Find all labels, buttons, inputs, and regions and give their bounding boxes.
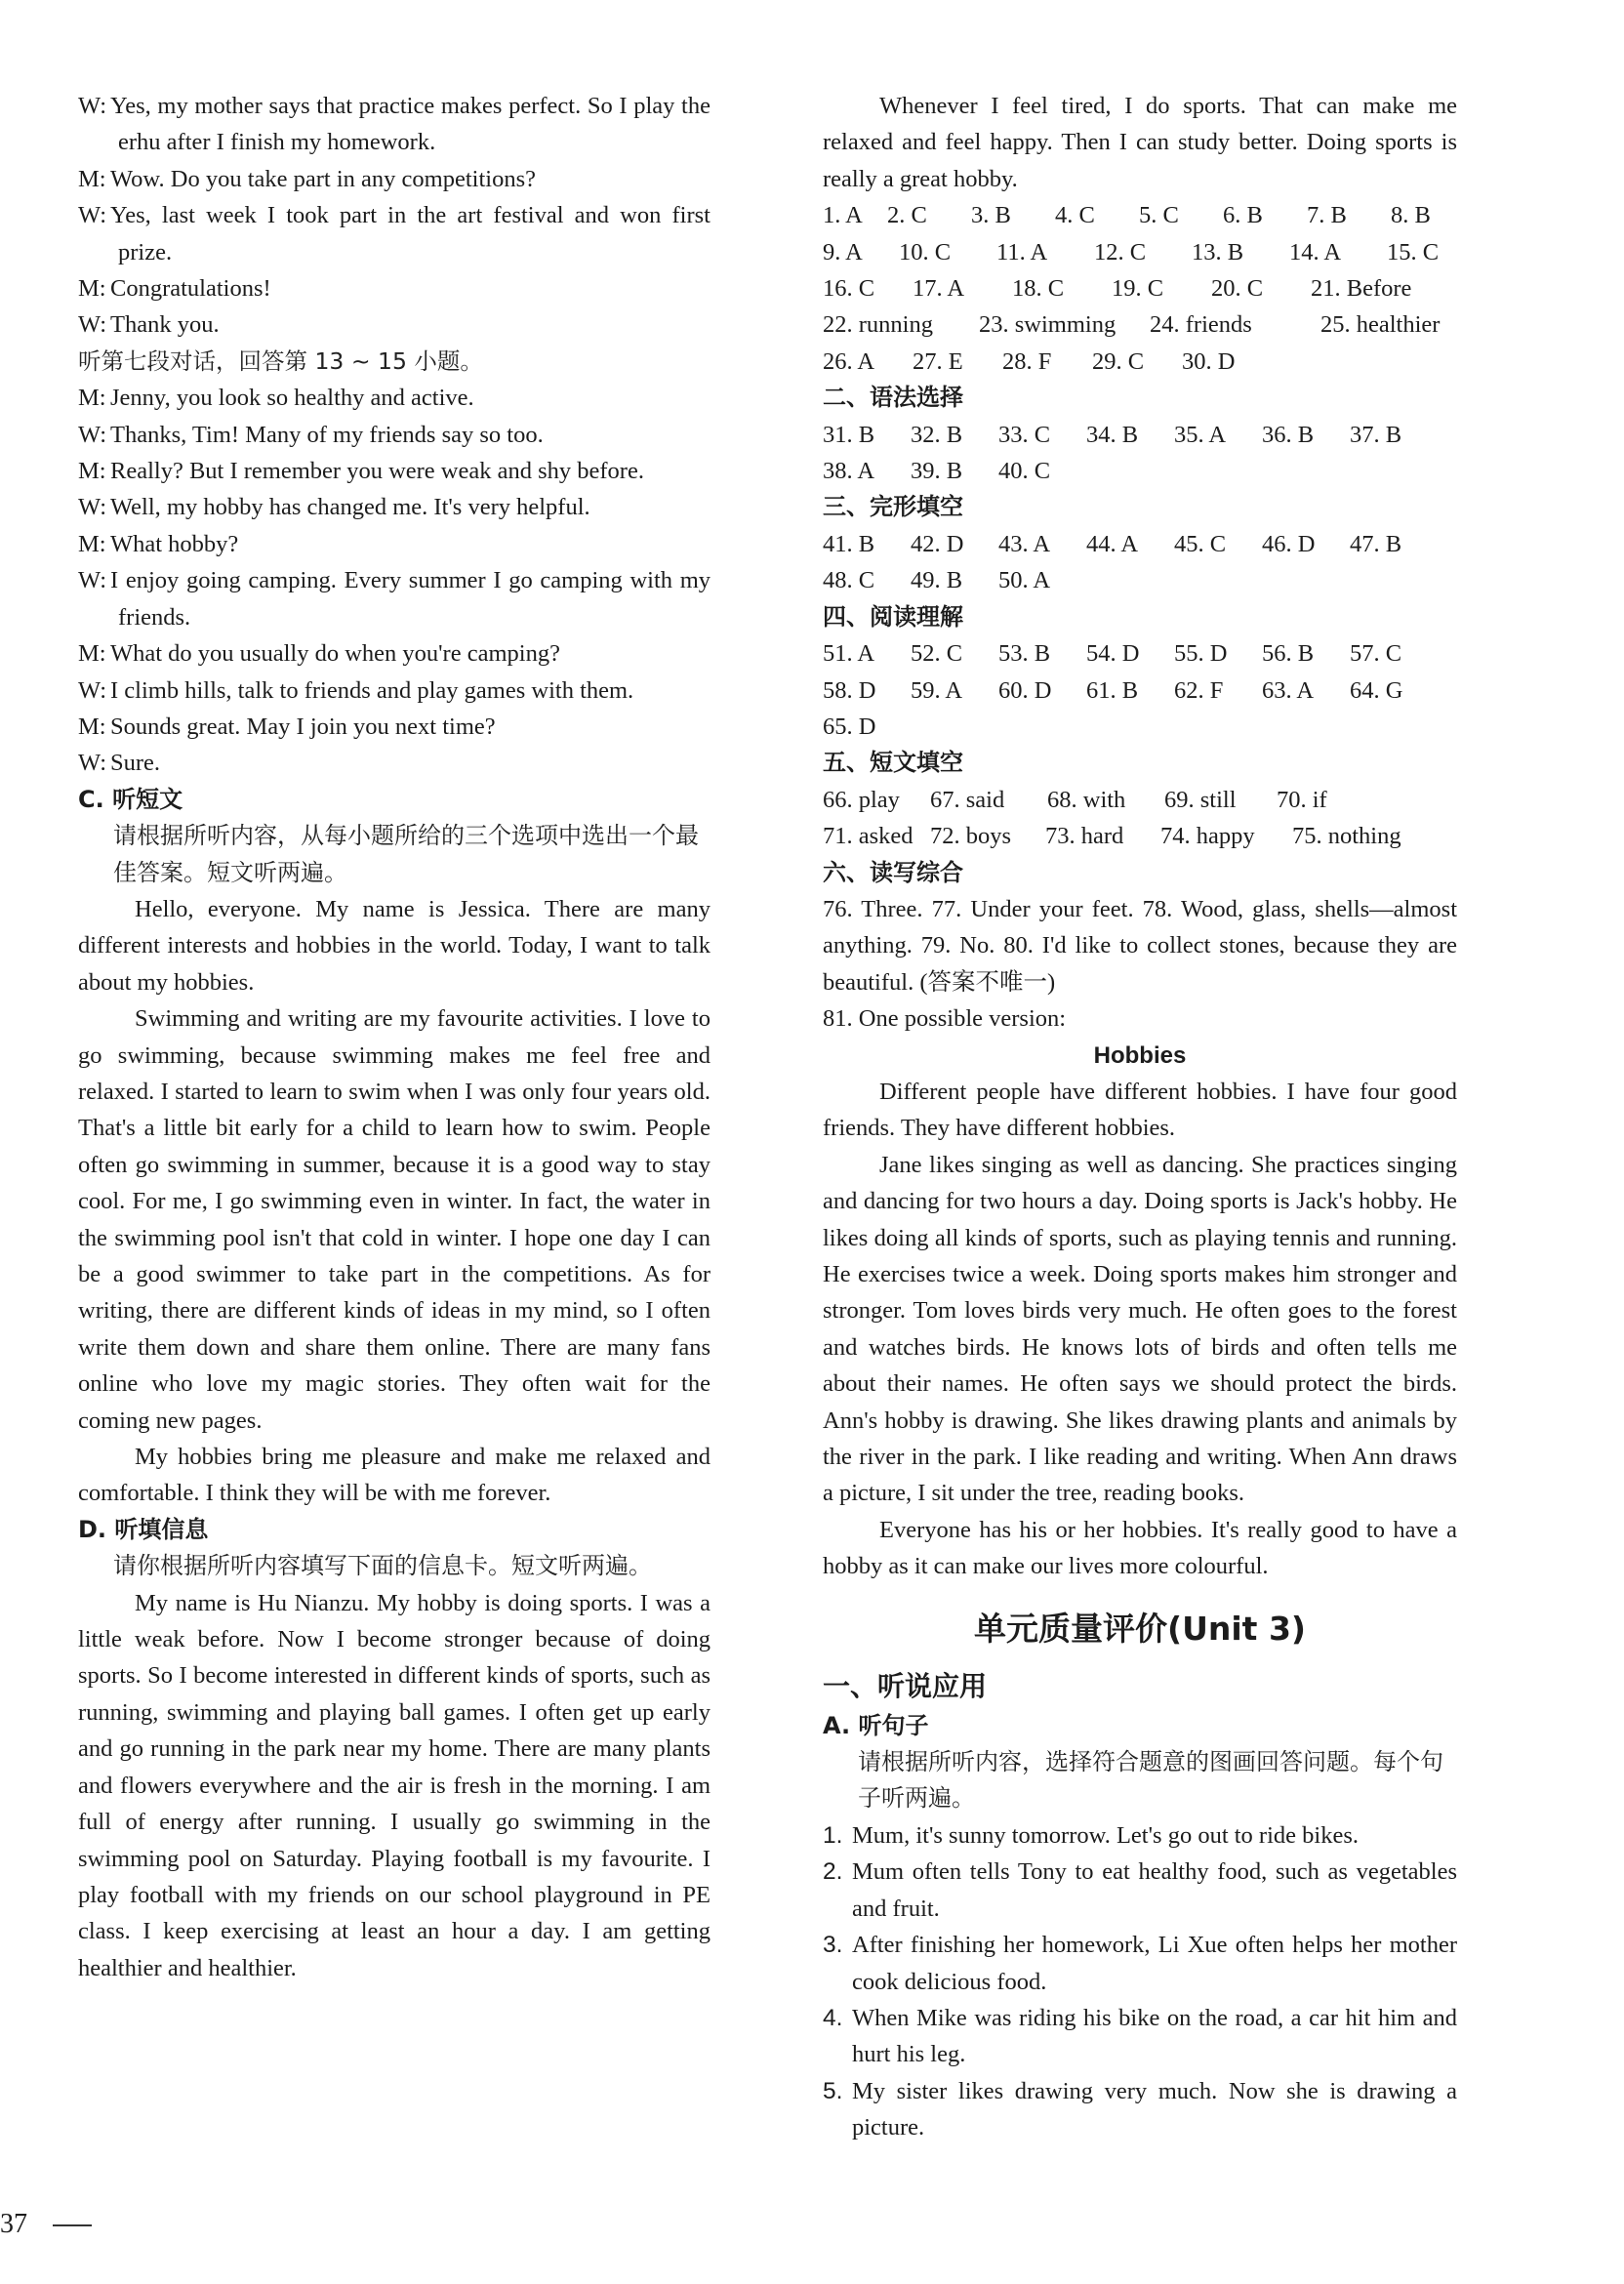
section-c-passage [78,891,710,1512]
section-c-instruction: 请根据所听内容，从每小题所给的三个选项中选出一个最佳答案。短文听两遍。 [113,822,699,886]
answer-row [823,635,1457,672]
speaker-label: M: [78,640,106,668]
answer-item: 52. C [911,640,963,668]
answers-part2 [823,417,1457,490]
answer-item: 51. A [823,640,875,668]
speaker-label: W: [78,93,107,119]
answer-item: 64. G [1350,676,1403,704]
dialogue-line [78,270,710,306]
answer-item: 11. A [996,238,1048,265]
essay-title: Hobbies [1093,1041,1187,1069]
answer-item: 17. A [913,275,965,303]
speaker-label: W: [78,567,107,594]
answer-item: 65. D [823,713,876,740]
answer-item: 15. C [1387,238,1440,265]
dialogue-text: I enjoy going camping. Every summer I go camping with my friends. [110,567,710,631]
sentence-number: 1. [823,1821,843,1849]
section-6-answers: 76. Three. 77. Under your feet. 78. Wood, glass, shells—almost anything. 79. No. 80. I'd like to collect stones, because they are beautiful. (答案不唯一) [823,895,1457,996]
dialogue-text: Thanks, Tim! Many of my friends say so too. [110,421,544,448]
answer-item: 48. C [823,567,875,594]
answer-item: 1. A [823,202,863,229]
answer-item: 36. B [1262,421,1315,448]
answer-item: 68. with [1047,786,1126,813]
answer-item: 13. B [1192,238,1244,265]
dialogue-line [78,635,710,672]
passage-paragraph: My hobbies bring me pleasure and make me relaxed and comfortable. I think they will be with me forever. [78,1444,710,1507]
section-c-title: C. 听短文 [78,785,183,813]
answer-item: 37. B [1350,421,1402,448]
dialogue-line [78,197,710,270]
answer-item: 69. still [1164,786,1237,813]
answer-row [823,709,1457,745]
sentence-item [823,1817,1457,1854]
speaker-label: W: [78,494,107,521]
dialogue-line [78,161,710,197]
answer-row [823,344,1457,380]
answer-item: 72. boys [930,823,1012,850]
sentence-list [823,1817,1457,2146]
answer-row [823,782,1457,818]
dialogue-text: Jenny, you look so healthy and active. [110,385,474,412]
dialogue-line [78,417,710,453]
passage-paragraph: Swimming and writing are my favourite activities. I love to go swimming, because swimming makes me feel free and relaxed. I started to learn to swim when I was only four years old. That's a little bit early for a child to learn how to swim. People often go swimming in summer, because it is a good way to stay cool. For me, I go swimming even in winter. In fact, the water in the swimming pool isn't that cold in winter. I hope one day I can be a good swimmer to take part in the competitions. As for writing, there are different kinds of ideas in my mind, so I often write them down and share them online. There are many fans online who love my magic stories. They often wait for the coming new pages. [78,1005,710,1434]
part-a-instruction: 请根据所听内容，选择符合题意的图画回答问题。每个句子听两遍。 [858,1748,1443,1813]
answer-item: 30. D [1182,347,1236,375]
answer-item: 58. D [823,676,876,704]
sentence-text: Mum, it's sunny tomorrow. Let's go out to ride bikes. [852,1821,1359,1849]
answer-row [823,562,1457,598]
sentence-number: 3. [823,1932,843,1959]
answer-item: 31. B [823,421,875,448]
answer-row [823,818,1457,854]
sentence-item [823,2000,1457,2073]
section-3-title: 三、完形填空 [823,493,963,521]
answer-item: 67. said [930,786,1005,813]
sentence-text: Mum often tells Tony to eat healthy food, such as vegetables and fruit. [852,1858,1457,1922]
answer-item: 22. running [823,311,933,339]
dialogue-text: Yes, my mother says that practice makes perfect. So I play the erhu after I finish my homework. [110,93,710,156]
answer-item: 39. B [911,458,963,485]
answer-item: 2. C [887,202,927,229]
answer-item: 19. C [1112,275,1164,303]
section-d-passage: My name is Hu Nianzu. My hobby is doing sports. I was a little weak before. Now I become stronger because of doing sports. So I become interested in different kinds of sports, such as running, swimming and playing ball games. I often get up early and go running in the park near my home. There are many plants and flowers everywhere and the air is fresh in the morning. I am full of energy after running. I usually go swimming in the swimming pool on Saturday. Playing football is my favourite. I play football with my friends on our school playground in PE class. I keep exercising at least an hour a day. I am getting healthier and healthier. [78,1589,710,1981]
dialogue-line [78,453,710,489]
dialogue-text: Really? But I remember you were weak and shy before. [110,458,644,485]
answer-item: 60. D [998,676,1052,704]
section-4-title: 四、阅读理解 [823,602,963,631]
answer-row [823,417,1457,453]
unit-title: 单元质量评价(Unit 3) [974,1609,1306,1648]
dialogue-text: Yes, last week I took part in the art festival and won first prize. [110,202,710,265]
dialogue-part7 [78,380,710,781]
answer-item: 24. friends [1150,311,1252,339]
answer-row [823,306,1457,343]
answer-item: 29. C [1092,347,1145,375]
sentence-item [823,2073,1457,2146]
speaker-label: M: [78,275,106,303]
answer-item: 62. F [1174,676,1224,704]
answer-item: 45. C [1174,530,1227,557]
answer-row [823,526,1457,562]
answer-item: 14. A [1289,238,1342,265]
answer-row [823,270,1457,306]
answer-item: 71. asked [823,823,914,850]
section-d-title: D. 听填信息 [78,1515,209,1543]
answer-item: 46. D [1262,530,1316,557]
answer-row [823,234,1457,270]
speaker-label: W: [78,750,107,777]
answer-row [823,673,1457,709]
answer-item: 47. B [1350,530,1402,557]
answer-item: 40. C [998,458,1051,485]
speaker-label: W: [78,676,107,704]
dialogue-line [78,562,710,635]
sentence-number: 2. [823,1858,843,1886]
right-column [823,88,1457,2146]
answer-item: 56. B [1262,640,1315,668]
answer-item: 33. C [998,421,1051,448]
answer-item: 59. A [911,676,963,704]
dialogue-part6 [78,88,710,344]
section-5-title: 五、短文填空 [823,749,963,777]
answer-item: 27. E [913,347,963,375]
sentence-text: When Mike was riding his bike on the road, a car hit him and hurt his leg. [852,2004,1457,2068]
sentence-item [823,1854,1457,1927]
answers-part5 [823,782,1457,855]
answer-item: 26. A [823,347,875,375]
dialogue-line [78,380,710,416]
dialogue-text: Thank you. [110,311,220,339]
speaker-label: M: [78,385,106,412]
sentence-number: 4. [823,2004,843,2031]
answer-item: 66. play [823,786,900,813]
sentence-number: 5. [823,2077,843,2104]
answer-item: 53. B [998,640,1051,668]
answer-item: 70. if [1277,786,1327,813]
answer-item: 6. B [1223,202,1263,229]
answer-item: 4. C [1055,202,1095,229]
answer-item: 8. B [1391,202,1431,229]
dialogue-text: Well, my hobby has changed me. It's very helpful. [110,494,590,521]
answer-item: 73. hard [1045,823,1124,850]
left-column [78,88,710,1986]
dialogue-text: Sure. [110,750,161,777]
answer-item: 35. A [1174,421,1227,448]
dialogue-text: What do you usually do when you're camping? [110,640,560,668]
answer-item: 50. A [998,567,1051,594]
speaker-label: M: [78,530,106,557]
answer-item: 12. C [1094,238,1147,265]
answer-item: 49. B [911,567,963,594]
answer-item: 5. C [1139,202,1179,229]
section-d-instruction: 请你根据所听内容填写下面的信息卡。短文听两遍。 [113,1552,652,1580]
answer-item: 38. A [823,458,875,485]
sentence-text: My sister likes drawing very much. Now she is drawing a picture. [852,2077,1457,2141]
answer-item: 75. nothing [1292,823,1401,850]
answer-item: 28. F [1002,347,1052,375]
answer-item: 7. B [1307,202,1347,229]
page-number-rule [53,2224,92,2226]
answer-item: 18. C [1012,275,1065,303]
answer-item: 43. A [998,530,1051,557]
answers-part3 [823,526,1457,599]
answer-item: 32. B [911,421,963,448]
answer-item: 57. C [1350,640,1402,668]
answer-item: 34. B [1086,421,1139,448]
answer-row [823,453,1457,489]
dialogue-line [78,526,710,562]
answer-item: 63. A [1262,676,1315,704]
speaker-label: M: [78,458,106,485]
answer-row [823,197,1457,233]
speaker-label: M: [78,713,106,740]
sentence-item [823,1927,1457,2000]
answer-item: 16. C [823,275,875,303]
answer-item: 20. C [1211,275,1264,303]
essay-paragraph: Different people have different hobbies. I have four good friends. They have different hobbies. [823,1078,1457,1142]
answer-item: 23. swimming [979,311,1116,339]
part1-title: 一、听说应用 [823,1669,988,1702]
answer-item: 25. healthier [1320,311,1441,339]
dialogue-text: I climb hills, talk to friends and play games with them. [110,676,634,704]
dialogue-text: Sounds great. May I join you next time? [110,713,496,740]
dialogue7-header: 听第七段对话，回答第 13 ~ 15 小题。 [78,347,483,375]
answer-item: 3. B [971,202,1011,229]
section-2-title: 二、语法选择 [823,384,963,412]
dialogue-line [78,745,710,781]
speaker-label: W: [78,421,107,448]
essay-paragraph: Everyone has his or her hobbies. It's really good to have a hobby as it can make our lives more colourful. [823,1516,1457,1580]
dialogue-line [78,489,710,525]
dialogue-line [78,88,710,161]
dialogue-line [78,709,710,745]
essay-paragraph: Jane likes singing as well as dancing. She practices singing and dancing for two hours a day. Doing sports is Jack's hobby. He likes doing all kinds of sports, such as playing tennis and running. He exercises twice a week. Doing sports makes him stronger and stronger. Tom loves birds very much. He often goes to the forest and watches birds. He knows lots of birds and often tells me about their names. He often says we should protect the birds. Ann's hobby is drawing. She likes drawing plants and animals by the river in the park. I like reading and writing. When Ann draws a picture, I sit under the tree, reading books. [823,1151,1457,1507]
section-6-title: 六、读写综合 [823,858,963,886]
essay-body [823,1074,1457,1585]
dialogue-line [78,306,710,343]
answer-item: 44. A [1086,530,1139,557]
answer-item: 74. happy [1160,823,1255,850]
answer-item: 10. C [899,238,952,265]
page-number: 37 [0,2209,27,2239]
dialogue-text: Congratulations! [110,275,271,303]
speaker-label: M: [78,165,106,192]
answers-part4 [823,635,1457,745]
intro-paragraph: Whenever I feel tired, I do sports. That can make me relaxed and feel happy. Then I can study better. Doing sports is really a great hobby. [823,93,1457,192]
answers-part1 [823,197,1457,380]
answer-item: 61. B [1086,676,1139,704]
answer-item: 41. B [823,530,875,557]
dialogue-text: What hobby? [110,530,239,557]
answer-item: 9. A [823,238,863,265]
dialogue-text: Wow. Do you take part in any competitions? [110,165,536,192]
part-a-title: A. 听句子 [823,1711,929,1739]
answer-item: 21. Before [1311,275,1412,303]
answer-item: 42. D [911,530,964,557]
answer-item: 55. D [1174,640,1228,668]
question-81-label: 81. One possible version: [823,1005,1067,1033]
answer-item: 54. D [1086,640,1140,668]
passage-paragraph: Hello, everyone. My name is Jessica. There are many different interests and hobbies in the world. Today, I want to talk about my hobbies. [78,895,710,996]
speaker-label: W: [78,311,107,339]
speaker-label: W: [78,202,107,229]
dialogue-line [78,673,710,709]
sentence-text: After finishing her homework, Li Xue often helps her mother cook delicious food. [852,1932,1457,1995]
